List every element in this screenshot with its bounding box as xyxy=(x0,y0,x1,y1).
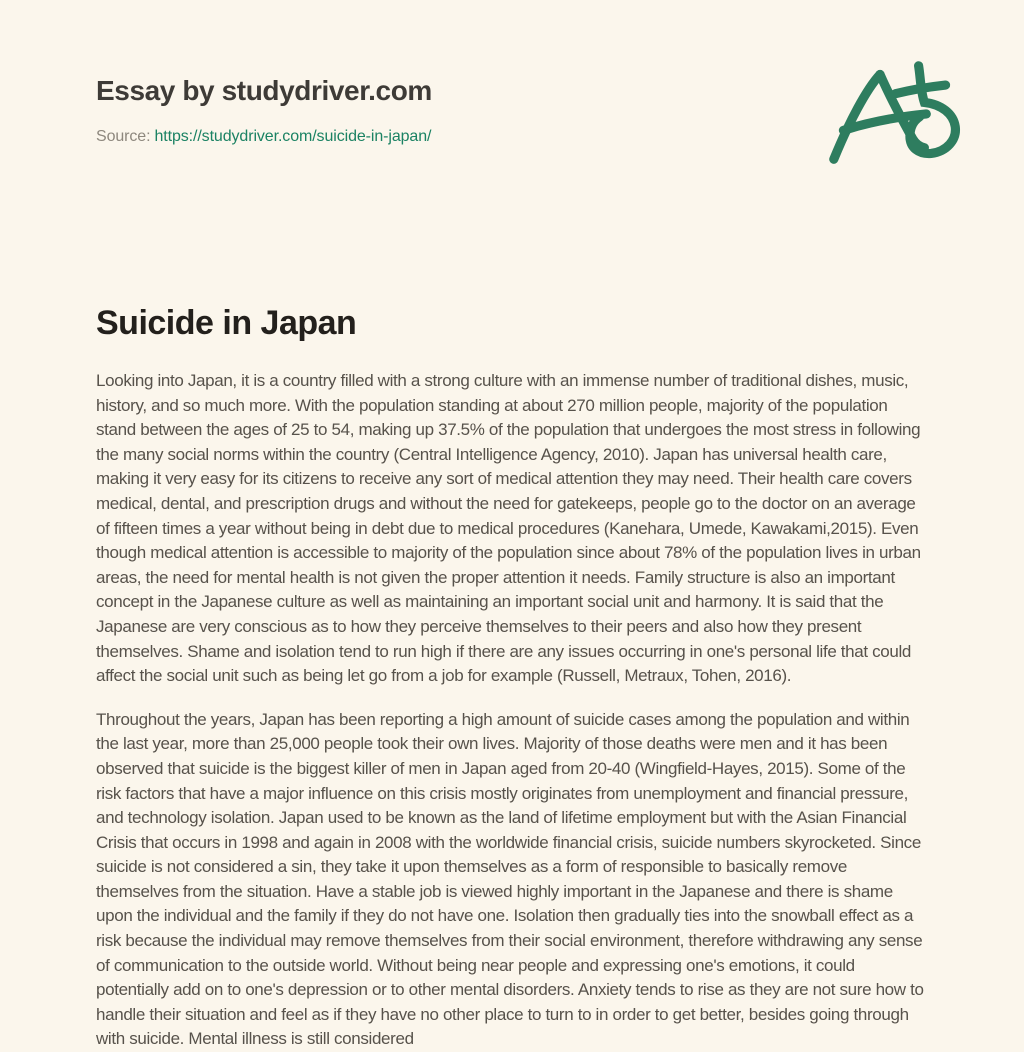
essay-body xyxy=(96,369,928,1052)
source-label: Source: xyxy=(96,128,151,145)
source-line xyxy=(96,128,928,146)
essay-title: Suicide in Japan xyxy=(96,304,357,342)
source-link[interactable]: https://studydriver.com/suicide-in-japan/ xyxy=(154,128,432,145)
essay-paragraph-2: Throughout the years, Japan has been reporting a high amount of suicide cases among the population and within the last year, more than 25,000 people took their own lives. Majority of those deaths were men and it has been observed that suicide is the biggest killer of men in Japan aged from 20-40 (Wingfield-Hayes, 2015). Some of the risk factors that have a major influence on this crisis mostly originates from unemployment and financial pressure, and technology isolation. Japan used to be known as the land of lifetime employment but with the Asian Financial Crisis that occurs in 1998 and again in 2008 with the worldwide financial crisis, suicide numbers skyrocketed. Since suicide is not considered a sin, they take it upon themselves as a form of responsible to basically remove themselves from the situation. Have a stable job is viewed highly important in the Japanese and there is shame upon the individual and the family if they do not have one. Isolation then gradually ties into the snowball effect as a risk because the individual may remove themselves from their social environment, therefore withdrawing any sense of communication to the outside world. Without being near people and expressing one's emotions, it could potentially add on to one's depression or to other mental disorders. Anxiety tends to rise as they are not sure how to handle their situation and feel as if they have no other place to turn to in order to get better, besides going through with suicide. Mental illness is still considered xyxy=(96,709,924,1049)
a-plus-icon xyxy=(822,60,967,166)
doc-header xyxy=(96,0,928,146)
essay-paragraph-1: Looking into Japan, it is a country filled with a strong culture with an immense number of traditional dishes, music, history, and so much more. With the population standing at about 270 million people, majority of the population stand between the ages of 25 to 54, making up 37.5% of the population that undergoes the most stress in following the many social norms within the country (Central Intelligence Agency, 2010). Japan has universal health care, making it very easy for its citizens to receive any sort of medical attention they may need. Their health care covers medical, dental, and prescription drugs and without the need for gatekeeps, people go to the doctor on an average of fifteen times a year without being in debt due to medical procedures (Kanehara, Umede, Kawakami,2015). Even though medical attention is accessible to majority of the population since about 78% of the population lives in urban areas, the need for mental health is not given the proper attention it needs. Family structure is also an important concept in the Japanese culture as well as maintaining an important social unit and harmony. It is said that the Japanese are very conscious as to how they perceive themselves to their peers and also how they present themselves. Shame and isolation tend to run high if there are any issues occurring in one's personal life that could affect the social unit such as being let go from a job for example (Russell, Metraux, Tohen, 2016). xyxy=(96,371,921,686)
essay-page xyxy=(96,0,928,1052)
header-title: Essay by studydriver.com xyxy=(96,75,432,106)
essay-content xyxy=(96,146,928,1052)
studydriver-logo xyxy=(822,60,967,166)
